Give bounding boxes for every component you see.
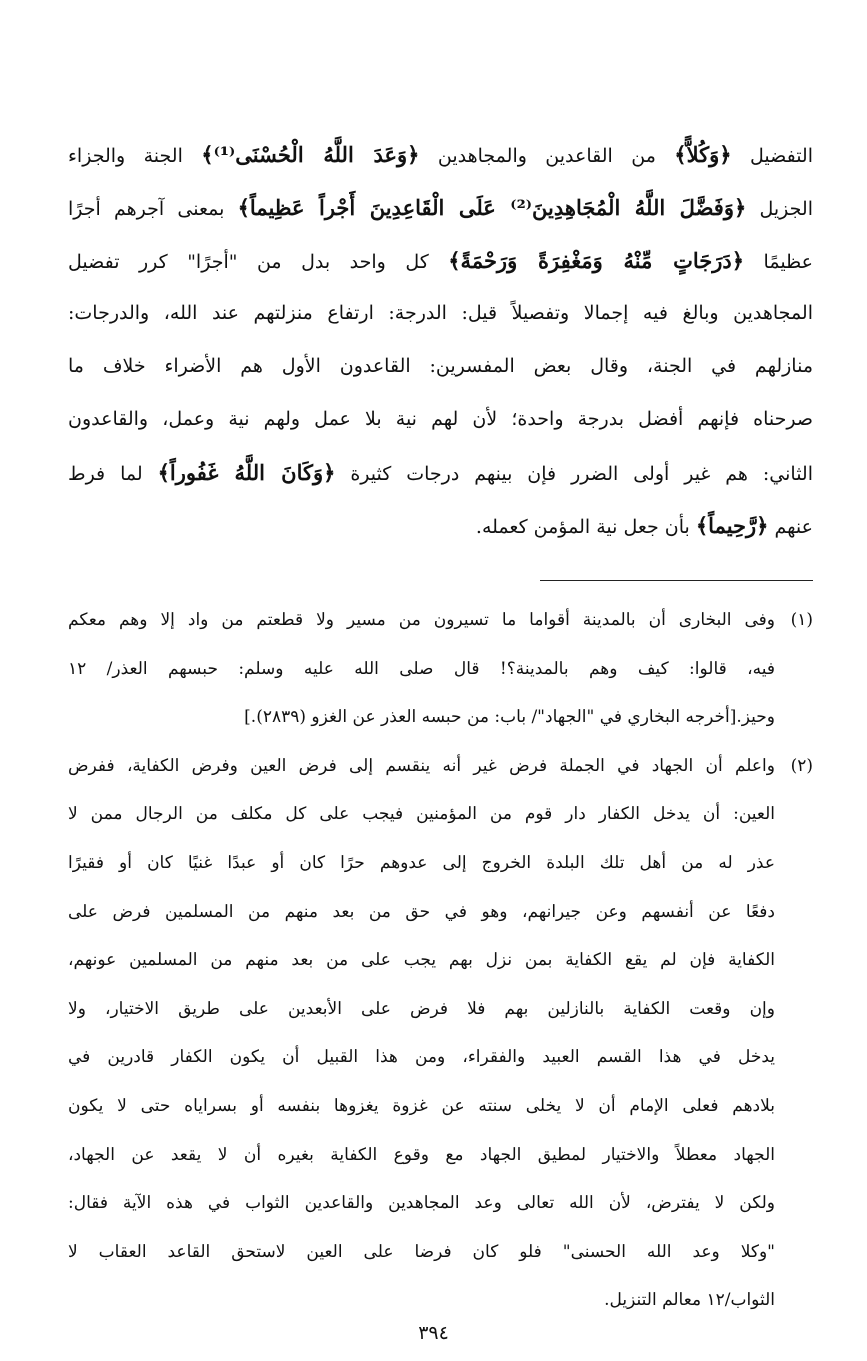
main-text-line [68, 446, 813, 499]
footnote-1-text: وفى البخارى أن بالمدينة أقواما ما تسيرون من مسير ولا قطعتم من واد إلا وهم معكم [68, 610, 775, 630]
footnote-line: ولكن لا يفترض، لأن الله تعالى وعد المجاهدين والقاعدين الثواب في هذه الآية فقال: [68, 1193, 775, 1214]
footnotes [68, 596, 813, 1325]
footnote-2-first-line [68, 742, 813, 791]
footnote-1-number: (١) [790, 610, 813, 630]
footnote-line: وحيز.[أخرجه البخاري في "الجهاد"/ باب: من حبسه العذر عن الغزو (٢٨٣٩).] [244, 707, 775, 728]
footnote-1-first-line [68, 596, 813, 645]
footnote-line: وإن وقعت الكفاية بالنازلين بهم فلا فرض على الأبعدين على طريق الاختيار، ولا [68, 998, 775, 1019]
footnote-divider [540, 580, 813, 581]
commentary-text: التفضيل [731, 145, 813, 167]
footnote-line: بلادهم فعلى الإمام أن لا يخلى سنته عن غزوة يغزوها بنفسه أو بسراياه حتى لا يكون [68, 1095, 775, 1116]
page-number: ٣٩٤ [418, 1322, 449, 1344]
quran-verse: ﴿رَّحِيماً﴾ [695, 513, 769, 538]
footnote-line: العين: أن يدخل الكفار دار قوم من المؤمنين فيجب على كل مكلف من الرجال ممن لا [68, 804, 775, 825]
commentary-text: صرحناه فإنهم أفضل بدرجة واحدة؛ لأن لهم نية بلا عمل ولهم نية وعمل، والقاعدون [68, 408, 813, 430]
main-text-line [68, 393, 813, 446]
commentary-text: بأن جعل نية المؤمن كعمله. [475, 516, 696, 538]
footnote-2-text: واعلم أن الجهاد في الجملة فرض غير أنه ينقسم إلى فرض العين وفرض الكفاية، ففرض [68, 755, 775, 776]
main-text-line [68, 340, 813, 393]
commentary-text: بمعنى آجرهم أجرًا [68, 198, 238, 220]
footnote-line: الكفاية فإن لم يقع الكفاية بمن نزل بهم يجب على من بعد منهم من المسلمين عونهم، [68, 950, 775, 971]
main-text-line [68, 234, 813, 287]
commentary-text: لما فرط [68, 463, 158, 485]
commentary-text: كل واحد بدل من "أجرًا" كرر تفضيل [68, 251, 449, 273]
commentary-text: الجزيل [746, 198, 813, 220]
footnote-line: دفعًا عن أنفسهم وعن جيرانهم، وهو في حق من بعد منهم من المسلمين فرض على [68, 901, 775, 922]
footnote-line: الثواب/١٢ معالم التنزيل. [604, 1290, 775, 1311]
quran-verse: ﴿وَكُلاًّ﴾ [674, 142, 732, 167]
commentary-text: منازلهم في الجنة، وقال بعض المفسرين: القاعدون الأول هم الأضراء خلاف ما [68, 355, 813, 377]
footnote-line: فيه، قالوا: كيف وهم بالمدينة؟! قال صلى الله عليه وسلم: حبسهم العذر/ ١٢ [68, 658, 775, 679]
commentary-text: عنهم [768, 516, 813, 538]
commentary-text: المجاهدين وبالغ فيه إجمالا وتفصيلاً قيل: الدرجة: ارتفاع منزلتهم عند الله، والدرجات: [68, 302, 813, 324]
quran-verse: ﴿دَرَجَاتٍ مِّنْهُ وَمَغْفِرَةً وَرَحْمَةً﴾ [448, 248, 745, 273]
main-text-line [68, 287, 813, 340]
commentary-text: عظيمًا [744, 251, 813, 273]
commentary-text: من القاعدين والمجاهدين [419, 145, 675, 167]
main-text-line [68, 181, 813, 234]
main-text [68, 128, 813, 552]
main-text-line [68, 499, 813, 552]
footnote-line: "وكلا وعد الله الحسنى" فلو كان فرضا على العين لاستحق القاعد العقاب لا [68, 1241, 775, 1262]
quran-verse: ﴿وَفَضَّلَ اللَّهُ الْمُجَاهِدِينَ⁽²⁾ عَلَى الْقَاعِدِينَ أَجْراً عَظِيماً﴾ [237, 195, 747, 220]
main-text-line [68, 128, 813, 181]
footnote-line: عذر له من أهل تلك البلدة الخروج إلى عدوهم حرًا كان أو عبدًا غنيًا كان أو فقيرًا [68, 852, 775, 873]
footnote-line: الجهاد معطلاً والاختيار لمطيق الجهاد مع وقوع الكفاية بغيره أن لا يقعد عن الجهاد، [68, 1144, 775, 1165]
commentary-text: الثاني: هم غير أولى الضرر فإن بينهم درجات كثيرة [335, 463, 813, 485]
footnote-2-number: (٢) [790, 755, 813, 776]
commentary-text: الجنة والجزاء [68, 145, 202, 167]
quran-verse: ﴿وَكَانَ اللَّهُ غَفُوراً﴾ [157, 460, 336, 485]
quran-verse: ﴿وَعَدَ اللَّهُ الْحُسْنَى⁽¹⁾﴾ [201, 142, 420, 167]
footnote-line: يدخل في هذا القسم العبيد والفقراء، ومن هذا القبيل أن يكون الكفار قادرين في [68, 1047, 775, 1068]
